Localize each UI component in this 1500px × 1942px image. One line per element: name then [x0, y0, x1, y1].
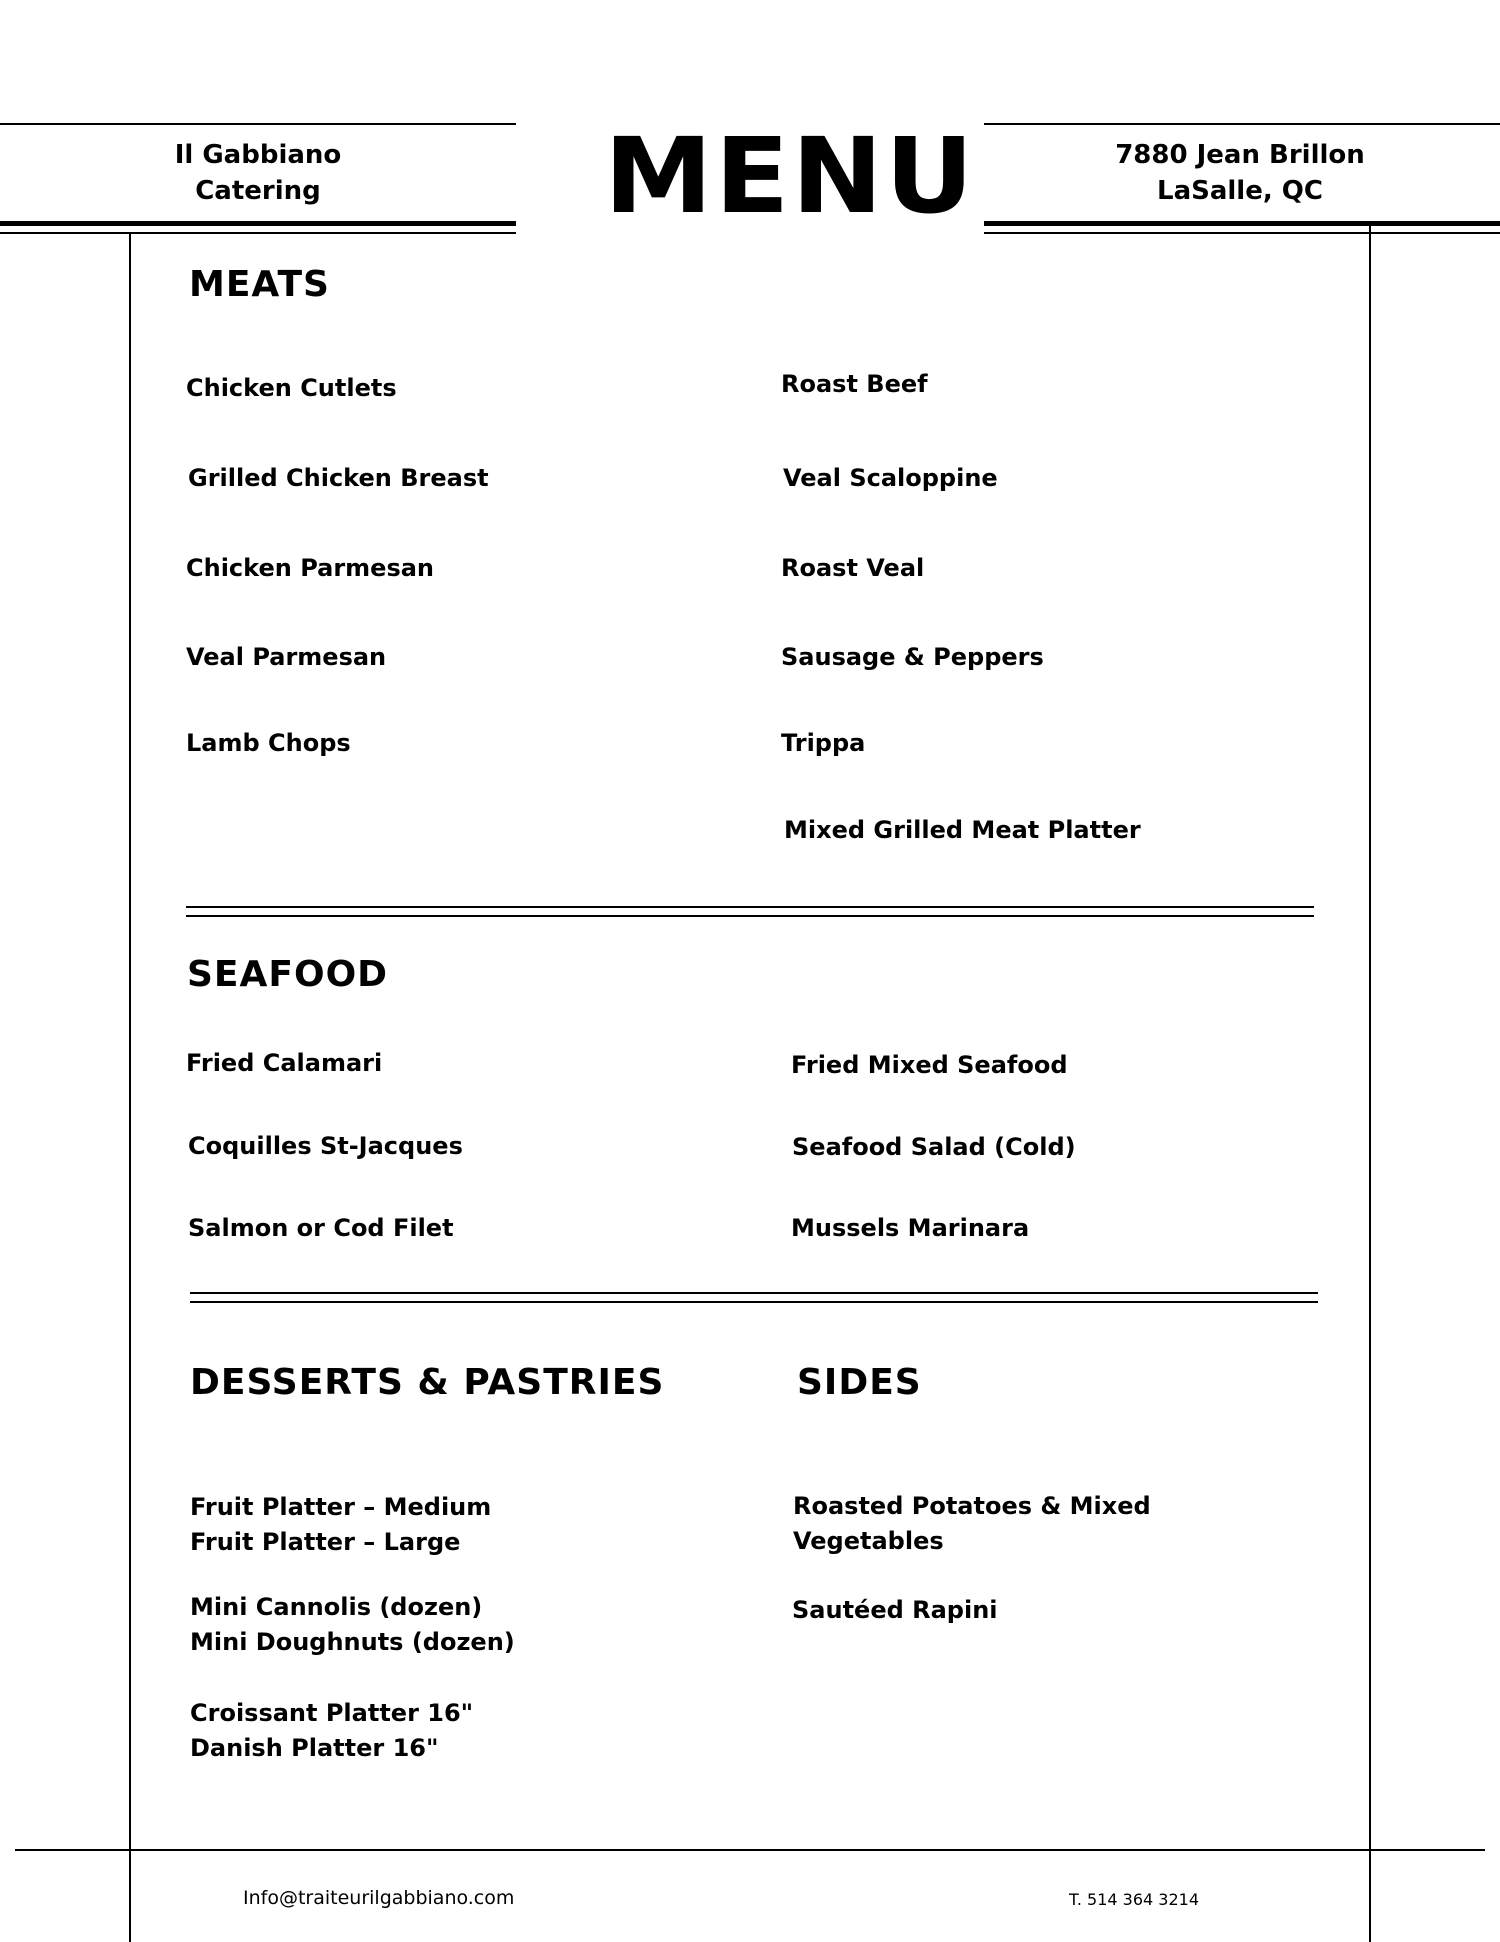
meat-item: Roast Beef — [781, 370, 928, 398]
side-item-line2: Vegetables — [793, 1527, 944, 1555]
seafood-item: Salmon or Cod Filet — [188, 1214, 454, 1242]
seafood-item: Seafood Salad (Cold) — [792, 1133, 1076, 1161]
header-left-top-rule — [0, 123, 516, 125]
seafood-item: Fried Calamari — [186, 1049, 383, 1077]
seafood-item: Coquilles St-Jacques — [188, 1132, 463, 1160]
frame-right-rule — [1369, 226, 1371, 1942]
sides-heading: SIDES — [797, 1362, 922, 1403]
business-name — [158, 137, 358, 209]
dessert-item: Fruit Platter – Medium — [190, 1493, 492, 1521]
meat-item: Lamb Chops — [186, 729, 351, 757]
desserts-heading: DESSERTS & PASTRIES — [190, 1362, 665, 1403]
meat-item: Mixed Grilled Meat Platter — [784, 816, 1141, 844]
meat-item: Chicken Cutlets — [186, 374, 397, 402]
meat-item: Trippa — [781, 729, 866, 757]
section-divider — [186, 915, 1314, 917]
header-left-bottom-rule-thick — [0, 221, 516, 226]
meat-item: Veal Parmesan — [186, 643, 387, 671]
meat-item: Roast Veal — [781, 554, 925, 582]
dessert-item: Danish Platter 16" — [190, 1734, 439, 1762]
header-left-bottom-rule-thin — [0, 232, 516, 234]
side-item-line1: Roasted Potatoes & Mixed — [793, 1492, 1151, 1520]
meats-heading: MEATS — [189, 264, 330, 305]
footer-phone: T. 514 364 3214 — [1069, 1890, 1200, 1909]
meat-item: Grilled Chicken Breast — [188, 464, 489, 492]
business-address — [1100, 137, 1380, 209]
dessert-group — [190, 1696, 473, 1766]
section-divider — [186, 906, 1314, 908]
header-right-bottom-rule-thick — [984, 221, 1500, 226]
dessert-item: Fruit Platter – Large — [190, 1528, 461, 1556]
header-right-bottom-rule-thin — [984, 232, 1500, 234]
dessert-item: Croissant Platter 16" — [190, 1699, 474, 1727]
meat-item: Sausage & Peppers — [781, 643, 1044, 671]
dessert-group — [190, 1590, 515, 1660]
seafood-heading: SEAFOOD — [187, 954, 389, 995]
frame-left-rule — [129, 234, 131, 1942]
side-item: Sautéed Rapini — [792, 1596, 998, 1624]
seafood-item: Fried Mixed Seafood — [791, 1051, 1068, 1079]
address-line1: 7880 Jean Brillon — [1115, 140, 1365, 170]
address-line2: LaSalle, QC — [1157, 176, 1323, 206]
seafood-item: Mussels Marinara — [791, 1214, 1030, 1242]
section-divider — [190, 1301, 1318, 1303]
footer-email[interactable]: Info@traiteurilgabbiano.com — [243, 1887, 515, 1909]
footer-rule — [15, 1849, 1485, 1851]
business-name-line1: Il Gabbiano — [174, 140, 342, 170]
business-name-line2: Catering — [195, 176, 321, 206]
dessert-item: Mini Cannolis (dozen) — [190, 1593, 483, 1621]
meat-item: Chicken Parmesan — [186, 554, 435, 582]
page-title: MENU — [604, 115, 976, 237]
side-item — [793, 1489, 1151, 1559]
dessert-item: Mini Doughnuts (dozen) — [190, 1628, 515, 1656]
meat-item: Veal Scaloppine — [783, 464, 998, 492]
header-right-top-rule — [984, 123, 1500, 125]
dessert-group — [190, 1490, 491, 1560]
section-divider — [190, 1292, 1318, 1294]
